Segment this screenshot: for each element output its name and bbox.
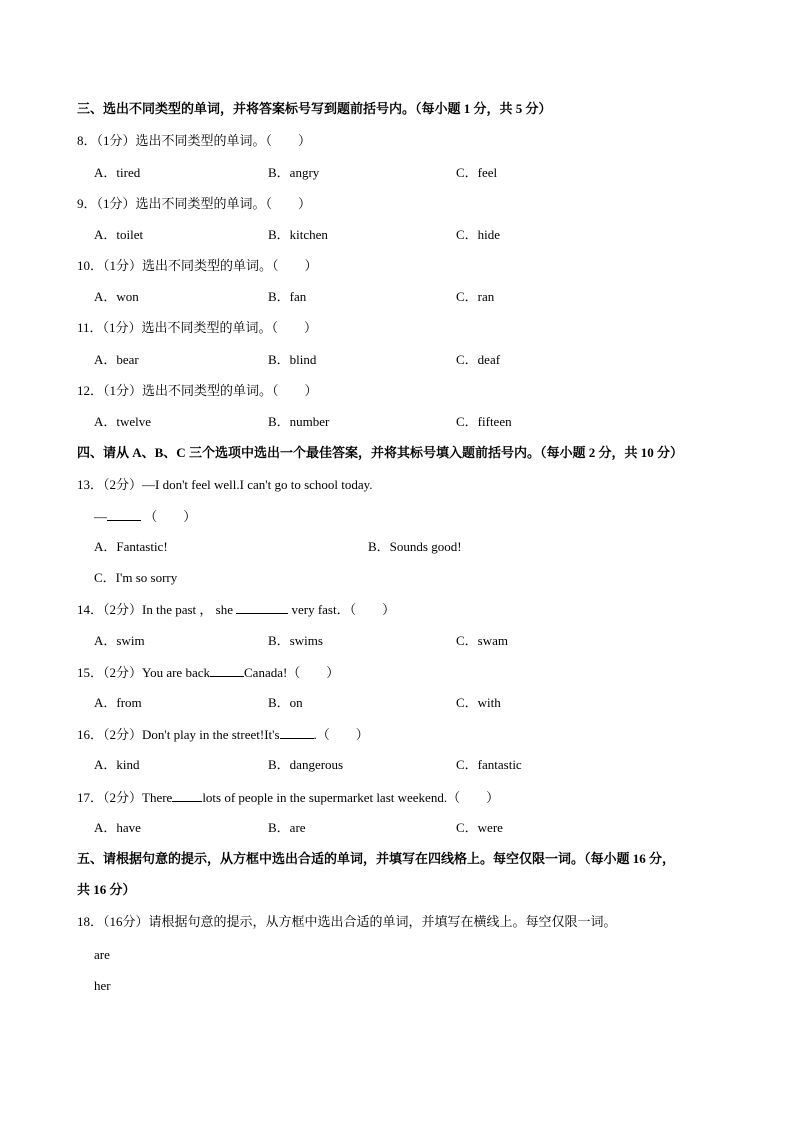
question-13-option-a: A．Fantastic! xyxy=(94,539,168,554)
question-16-option-c: C．fantastic xyxy=(456,757,522,772)
question-12-option-c: C．fifteen xyxy=(456,414,512,429)
question-17-stem xyxy=(77,789,499,806)
question-14-option-b: B．swims xyxy=(268,633,323,648)
question-15-option-b: B．on xyxy=(268,695,303,710)
section-5-heading-line1: 五、请根据句意的提示，从方框中选出合适的单词，并填写在四线格上。每空仅限一词。（每小题 16 分， xyxy=(77,851,676,866)
question-13-option-c: C．I'm so sorry xyxy=(94,570,178,585)
question-17-stem-end: lots of people in the supermarket last weekend.（ ） xyxy=(202,790,500,805)
question-11-option-b: B．blind xyxy=(268,352,317,367)
section-5-heading-line2: 共 16 分） xyxy=(77,882,136,897)
question-9-option-a: A．toilet xyxy=(94,227,144,242)
question-8-stem: 8．（1分）选出不同类型的单词。（ ） xyxy=(77,133,312,148)
question-11-option-a: A．bear xyxy=(94,352,139,367)
question-14-option-c: C．swam xyxy=(456,633,509,648)
question-16-option-b: B．dangerous xyxy=(268,757,344,772)
question-14-stem xyxy=(77,601,395,618)
question-11-option-c: C．deaf xyxy=(456,352,501,367)
question-15-blank xyxy=(210,664,244,677)
question-9-option-c: C．hide xyxy=(456,227,501,242)
section-3-heading: 三、选出不同类型的单词，并将答案标号写到题前括号内。（每小题 1 分，共 5 分） xyxy=(77,101,552,116)
question-12-stem: 12．（1分）选出不同类型的单词。（ ） xyxy=(77,383,318,398)
question-14-stem-start: 14．（2分）In the past ， she xyxy=(77,602,237,617)
question-8-option-a: A．tired xyxy=(94,165,141,180)
question-12-option-b: B．number xyxy=(268,414,330,429)
question-8-option-b: B．angry xyxy=(268,165,320,180)
question-12-option-a: A．twelve xyxy=(94,414,152,429)
question-15-stem-end: Canada!（ ） xyxy=(244,665,340,680)
question-9-option-b: B．kitchen xyxy=(268,227,328,242)
question-17-option-c: C．were xyxy=(456,820,503,835)
question-15-option-c: C．with xyxy=(456,695,501,710)
question-14-stem-end: very fast．（ ） xyxy=(288,602,396,617)
question-11-stem: 11．（1分）选出不同类型的单词。（ ） xyxy=(77,320,318,335)
question-13-dash: — xyxy=(94,509,107,524)
question-14-option-a: A．swim xyxy=(94,633,145,648)
question-10-option-b: B．fan xyxy=(268,289,307,304)
question-15-stem-start: 15．（2分）You are back xyxy=(77,665,210,680)
question-10-stem: 10．（1分）选出不同类型的单词。（ ） xyxy=(77,258,318,273)
section-4-heading: 四、请从 A、B、C 三个选项中选出一个最佳答案，并将其标号填入题前括号内。（每小题 2 分，共 10 分） xyxy=(77,445,683,460)
question-10-option-c: C．ran xyxy=(456,289,495,304)
word-box-item: her xyxy=(94,978,111,993)
question-16-stem-start: 16．（2分）Don't play in the street!It's xyxy=(77,727,280,742)
question-14-blank xyxy=(236,601,288,614)
question-8-option-c: C．feel xyxy=(456,165,498,180)
question-9-stem: 9．（1分）选出不同类型的单词。（ ） xyxy=(77,196,312,211)
question-13-blank xyxy=(107,508,141,521)
question-17-option-b: B．are xyxy=(268,820,306,835)
question-16-stem-end: .（ ） xyxy=(313,727,369,742)
question-10-option-a: A．won xyxy=(94,289,139,304)
question-17-option-a: A．have xyxy=(94,820,141,835)
question-15-option-a: A．from xyxy=(94,695,142,710)
question-17-blank xyxy=(172,789,202,802)
word-box-item: are xyxy=(94,947,110,962)
question-15-stem xyxy=(77,664,339,681)
question-13-reply-line xyxy=(94,508,196,525)
question-13-option-b: B．Sounds good! xyxy=(368,539,462,554)
question-13-paren: （ ） xyxy=(144,509,197,524)
question-16-option-a: A．kind xyxy=(94,757,140,772)
question-13-stem: 13．（2分）—I don't feel well.I can't go to school today. xyxy=(77,477,373,492)
question-16-blank xyxy=(280,726,314,739)
question-17-stem-start: 17．（2分）There xyxy=(77,790,173,805)
question-18-stem: 18．（16分）请根据句意的提示，从方框中选出合适的单词，并填写在横线上。每空仅限一词。 xyxy=(77,914,617,929)
question-16-stem xyxy=(77,726,369,743)
